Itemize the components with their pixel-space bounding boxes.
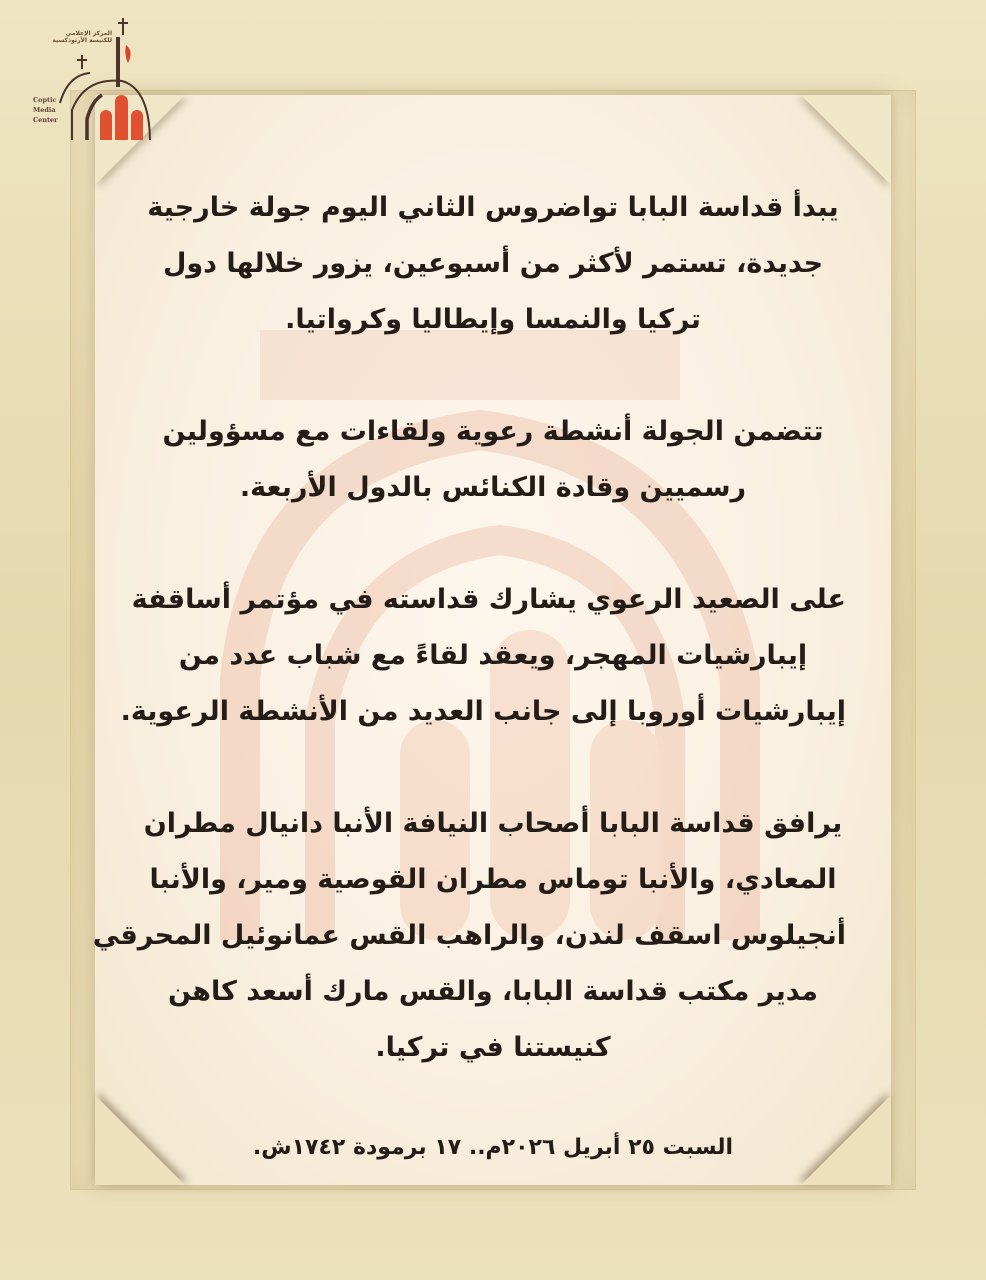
- text-line: رسميين وقادة الكنائس بالدول الأربعة.: [239, 472, 747, 503]
- logo-english-line-1: Coptic: [33, 96, 57, 104]
- text-line: كنيستنا في تركيا.: [375, 1032, 611, 1063]
- text-line: على الصعيد الرعوي يشارك قداسته في مؤتمر أساقفة: [131, 584, 846, 615]
- announcement-body: [92, 180, 846, 1132]
- logo-english-line-3: Center: [33, 116, 58, 124]
- logo-arabic-line-1: المركز الإعلامي: [65, 30, 112, 37]
- text-line: مدير مكتب قداسة البابا، والقس مارك أسعد كاهن: [167, 976, 819, 1007]
- text-line: جديدة، تستمر لأكثر من أسبوعين، يزور خلالها دول: [162, 248, 824, 279]
- text-line: المعادي، والأنبا توماس مطران القوصية ومير، والأنبا: [149, 864, 837, 895]
- text-line: إيبارشيات المهجر، ويعقد لقاءً مع شباب عدد من: [178, 640, 808, 671]
- date-line: السبت ٢٥ أبريل ٢٠٢٦م.. ١٧ برمودة ١٧٤٢ش.: [252, 1135, 734, 1160]
- text-line: تتضمن الجولة أنشطة رعوية ولقاءات مع مسؤولين: [162, 416, 824, 447]
- paragraph-activities: [140, 404, 846, 516]
- logo-english-line-2: Media: [33, 106, 56, 114]
- logo-english-text: [33, 95, 58, 125]
- paragraph-trip-intro: [140, 180, 846, 348]
- text-line: أنجيلوس اسقف لندن، والراهب القس عمانوئيل المحرقي: [92, 920, 846, 951]
- folded-corner-top-right: [801, 95, 891, 185]
- text-line: تركيا والنمسا وإيطاليا وكرواتيا.: [285, 304, 701, 335]
- logo-arabic-line-2: للكنيسة الأرثوذكسية: [52, 37, 112, 44]
- logo-arabic-text: [44, 30, 112, 44]
- text-line: يرافق قداسة البابا أصحاب النيافة الأنبا دانيال مطران: [143, 808, 843, 839]
- paragraph-delegation: [92, 796, 846, 1076]
- text-line: يبدأ قداسة البابا تواضروس الثاني اليوم جولة خارجية: [147, 192, 839, 223]
- text-line: إيبارشيات أوروبا إلى جانب العديد من الأنشطة الرعوية.: [120, 696, 846, 727]
- paragraph-pastoral: [120, 572, 846, 740]
